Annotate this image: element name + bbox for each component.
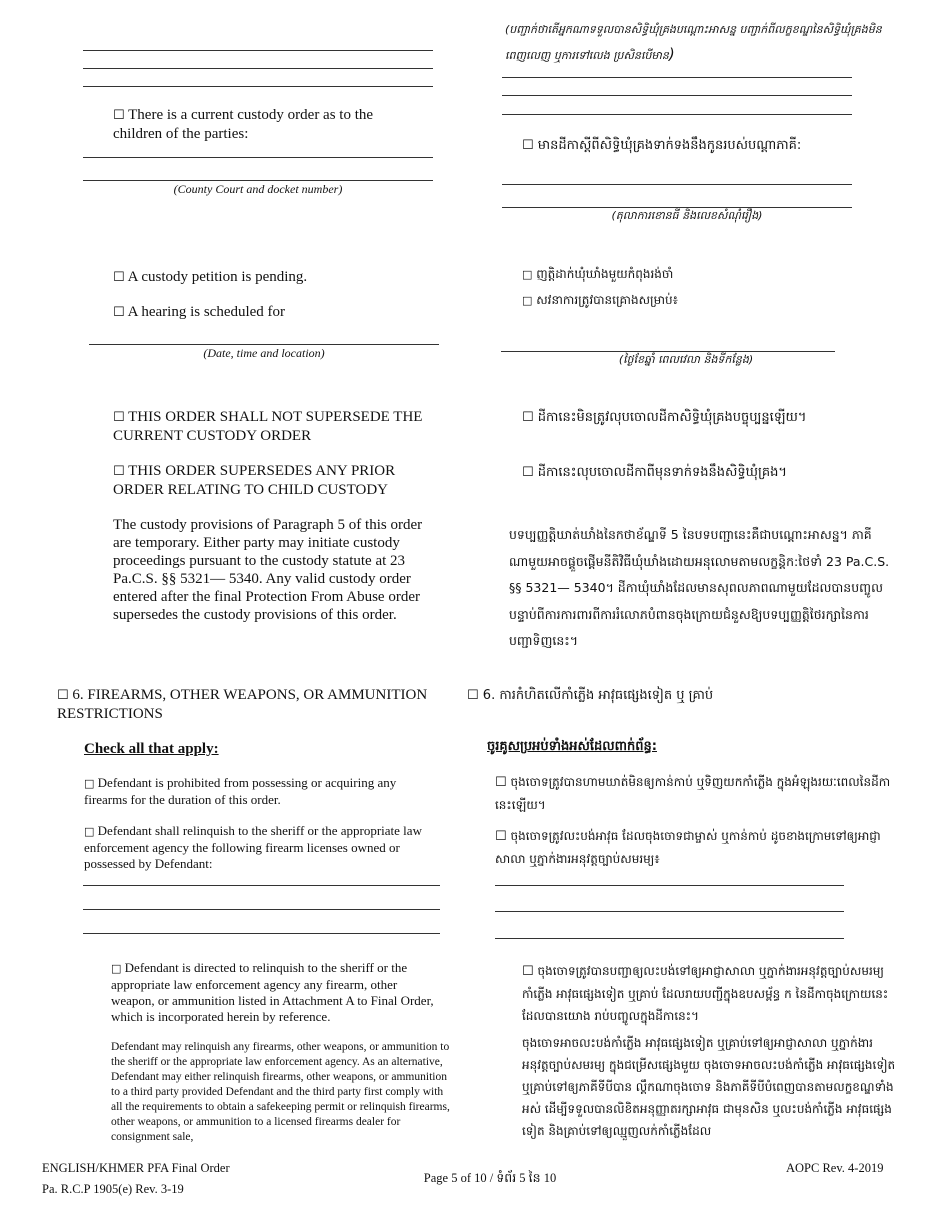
custody-petition-option-kh xyxy=(522,266,882,283)
option-text: ញត្តិដាក់ឃុំឃាំងមួយកំពុងរង់ចាំ xyxy=(536,267,674,281)
blank-line[interactable] xyxy=(83,157,433,158)
right-top-note: (បញ្ជាក់ថាតើអ្នកណាទទួលបានសិទ្ធិឃុំគ្រងបណ្ដោះអាសន្ន បញ្ជាក់ពីលក្ខខណ្ឌនៃសិទ្ធិឃុំគ្រងមិនពេញលេញ ឬការទៅលេង ប្រសិនបើមាន) xyxy=(505,23,882,63)
current-custody-order-option xyxy=(113,106,413,143)
option-text: មានដីកាស្ដីពីសិទ្ធិឃុំគ្រងទាក់ទងនឹងកូនរបស់បណ្ដាភាគី: xyxy=(537,138,802,153)
directed-option xyxy=(111,960,441,1025)
not-supersede-option-kh xyxy=(522,409,892,427)
current-custody-order-option-kh xyxy=(522,137,882,155)
check-all-heading-kh: ចូរគូសប្រអប់ទាំងអស់ដែលពាក់ព័ន្ធ: xyxy=(487,739,657,754)
option-text: Defendant shall relinquish to the sheriff or the appropriate law enforcement agency the following firearm licenses owned or possessed by Defendant: xyxy=(84,823,422,871)
section-6-title-kh xyxy=(467,687,887,705)
hearing-option xyxy=(113,303,433,322)
checkbox[interactable]: ☐ xyxy=(113,270,125,285)
blank-line[interactable] xyxy=(83,180,433,181)
checkbox[interactable]: □ xyxy=(84,777,95,790)
checkbox[interactable]: ☐ xyxy=(495,829,507,844)
date-caption: (Date, time and location) xyxy=(203,346,325,360)
checkbox[interactable]: ☐ xyxy=(113,305,125,320)
relinquish-licenses-option-kh xyxy=(495,825,895,870)
blank-line[interactable] xyxy=(83,86,433,87)
not-supersede-option xyxy=(113,408,443,445)
option-text: A hearing is scheduled for xyxy=(127,304,286,320)
footer-page-number: Page 5 of 10 / ទំព័រ 5 នៃ 10 xyxy=(423,1171,557,1185)
blank-line[interactable] xyxy=(83,885,440,886)
option-text: Defendant is prohibited from possessing or acquiring any firearms for the duration of this order. xyxy=(84,775,397,807)
option-text: Defendant is directed to relinquish to the sheriff or the appropriate law enforcement agency any firearm, other weapon, or ammunition listed in Attachment A to Final Order, which is incorporated herein by reference. xyxy=(111,960,434,1024)
footer-form-name: ENGLISH/KHMER PFA Final Order xyxy=(42,1161,230,1175)
option-text: ចុងចោទត្រូវបានបញ្ជាឲ្យលះបង់ទៅឲ្យអាជ្ញាសាលា ឬភ្នាក់ងារអនុវត្តច្បាប់សមរម្យ កាំភ្លើង អាវុធផ្សេងទៀត ឬគ្រាប់ ដែលរាយបញ្ជីក្នុងឧបសម្ព័ន្ធ ក នៃដីកាចុងក្រោយនេះ ដែលបានយោង រាប់បញ្ចូលក្នុងដីកានេះ។ xyxy=(522,964,889,1023)
blank-line[interactable] xyxy=(495,885,844,886)
checkbox[interactable]: ☐ xyxy=(467,688,479,703)
section-title-text: 6. FIREARMS, OTHER WEAPONS, OR AMMUNITION RESTRICTIONS xyxy=(57,687,428,722)
option-text: ចុងចោទត្រូវបានហាមឃាត់មិនឲ្យកាន់កាប់ ឬទិញយកកាំភ្លើង ក្នុងអំឡុងរយៈពេលនៃដីកានេះឡើយ។ xyxy=(495,775,891,812)
option-text: សវនាការត្រូវបានគ្រោងសម្រាប់៖ xyxy=(536,293,678,307)
option-text: There is a current custody order as to the children of the parties: xyxy=(113,107,374,142)
checkbox[interactable]: ☐ xyxy=(113,410,125,425)
section-6-title xyxy=(57,686,457,723)
option-text: THIS ORDER SUPERSEDES ANY PRIOR ORDER RELATING TO CHILD CUSTODY xyxy=(113,463,396,498)
checkbox[interactable]: ☐ xyxy=(522,138,534,153)
option-text: A custody petition is pending. xyxy=(127,269,308,285)
blank-line[interactable] xyxy=(495,911,844,912)
blank-line[interactable] xyxy=(502,114,852,115)
blank-line[interactable] xyxy=(501,351,835,352)
prohibited-option-kh xyxy=(495,771,895,816)
blank-line[interactable] xyxy=(495,938,844,939)
checkbox[interactable]: □ xyxy=(111,962,122,975)
checkbox[interactable]: □ xyxy=(522,268,533,281)
checkbox[interactable]: ☐ xyxy=(113,108,125,123)
relinquish-licenses-option xyxy=(84,823,454,872)
blank-line[interactable] xyxy=(502,207,852,208)
blank-line[interactable] xyxy=(89,344,439,345)
checkbox[interactable]: ☐ xyxy=(57,688,69,703)
option-text: THIS ORDER SHALL NOT SUPERSEDE THE CURRENT CUSTODY ORDER xyxy=(113,409,423,444)
may-relinquish-paragraph: Defendant may relinquish any firearms, other weapons, or ammunition to the sheriff or the appropriate law enforcement agency. As an alternative, Defendant may either relinquish firearms, other weapons, or ammunition to a third party provided Defendant and the third party first comply with all the requirements to obtain a safekeeping permit or relinquish firearms, other weapons, or ammunition to a licensed firearms dealer for consignment sale, xyxy=(111,1041,450,1143)
directed-option-kh xyxy=(522,960,897,1027)
custody-petition-option xyxy=(113,268,433,287)
checkbox[interactable]: ☐ xyxy=(522,410,534,425)
checkbox[interactable]: ☐ xyxy=(522,964,534,979)
footer-revision: AOPC Rev. 4-2019 xyxy=(786,1161,884,1175)
section-title-text: 6. ការកំហិតលើកាំភ្លើង អាវុធផ្សេងទៀត ឬ គ្រាប់ xyxy=(482,688,714,703)
blank-line[interactable] xyxy=(502,184,852,185)
blank-line[interactable] xyxy=(502,77,852,78)
blank-line[interactable] xyxy=(83,933,440,934)
may-relinquish-paragraph-kh: ចុងចោទអាចលះបង់កាំភ្លើង អាវុធផ្សេងទៀត ឬគ្រាប់ទៅឲ្យអាជ្ញាសាលា ឬភ្នាក់ងារអនុវត្តច្បាប់សមរម្យ ក្នុងជម្រើសផ្សេងមួយ ចុងចោទអាចលះបង់កាំភ្លើង អាវុធផ្សេងទៀត ឬគ្រាប់ទៅឲ្យភាគីទីបីបាន ល្គឹកណាចុងចោទ និងភាគីទីបីបំពេញបានតាមលក្ខខណ្ឌទាំងអស់ ដើម្បីទទួលបានលិខិតអនុញ្ញាតរក្សាអាវុធ ជាមុនសិន ឬលះបង់កាំភ្លើង អាវុធផ្សេងទៀត និងគ្រាប់ទៅឲ្យឈ្មួញលក់កាំភ្លើងដែល xyxy=(522,1036,896,1138)
blank-line[interactable] xyxy=(502,95,852,96)
supersedes-option xyxy=(113,462,443,499)
blank-line[interactable] xyxy=(83,68,433,69)
checkbox[interactable]: ☐ xyxy=(522,465,534,480)
county-caption: (County Court and docket number) xyxy=(173,182,343,196)
blank-line[interactable] xyxy=(83,50,433,51)
footer-rule: Pa. R.C.P 1905(e) Rev. 3-19 xyxy=(42,1182,184,1196)
blank-line[interactable] xyxy=(83,909,440,910)
custody-provisions-paragraph-kh: បទប្បញ្ញត្តិឃាត់ឃាំងនៃកថាខ័ណ្ឌទី 5 នៃបទបញ្ជានេះគឺជាបណ្ដោះអាសន្ន។ ភាគីណាមួយអាចផ្ដួចផ្ដើមនីតិវិធីឃុំឃាំងដោយអនុលោមតាមលក្ខន្តិក:ថៃទាំ 23 Pa.C.S. §§ 5321— 5340។ ដីកាឃុំឃាំងដែលមានសុពលភាពណាមួយដែលបានបញ្ចូលបន្ទាប់ពីការការពារពីការរំលោភបំពានចុងក្រោយជំនួសឱ្យបទប្បញ្ញត្តិថៃរក្សានៃការបញ្ជាទិញនេះ។ xyxy=(509,527,890,648)
hearing-option-kh xyxy=(522,292,882,309)
option-text: ចុងចោទត្រូវលះបង់អាវុធ ដែលចុងចោទជាម្ចាស់ ឬកាន់កាប់ ដូចខាងក្រោមទៅឲ្យអាជ្ញាសាលា ឬភ្នាក់ងារអនុវត្តច្បាប់សមរម្យ៖ xyxy=(495,829,881,866)
prohibited-option xyxy=(84,775,434,808)
checkbox[interactable]: □ xyxy=(84,825,95,838)
check-all-heading: Check all that apply: xyxy=(84,741,219,757)
checkbox[interactable]: ☐ xyxy=(113,464,125,479)
option-text: ដីកានេះមិនត្រូវលុបចោលដីកាសិទ្ធិឃុំគ្រងបច្ចុប្បន្នឡើយ។ xyxy=(537,410,807,425)
date-caption-kh: (ថ្ងៃខែឆ្នាំ ពេលវេលា និងទីកន្លែង) xyxy=(618,353,754,366)
custody-provisions-paragraph: The custody provisions of Paragraph 5 of this order are temporary. Either party may initiate custody proceedings pursuant to the custody statute at 23 Pa.C.S. §§ 5321— 5340. Any valid custody order entered after the final Protection From Abuse order supersedes the custody provisions of this order. xyxy=(113,517,423,623)
option-text: ដីកានេះលុបចោលដីកាពីមុនទាក់ទងនឹងសិទ្ធិឃុំគ្រង។ xyxy=(537,465,788,480)
checkbox[interactable]: ☐ xyxy=(495,775,507,790)
county-caption-kh: (តុលាការខោនធី និងលេខសំណុំរឿង) xyxy=(611,209,763,222)
checkbox[interactable]: □ xyxy=(522,294,533,307)
supersedes-option-kh xyxy=(522,464,892,482)
